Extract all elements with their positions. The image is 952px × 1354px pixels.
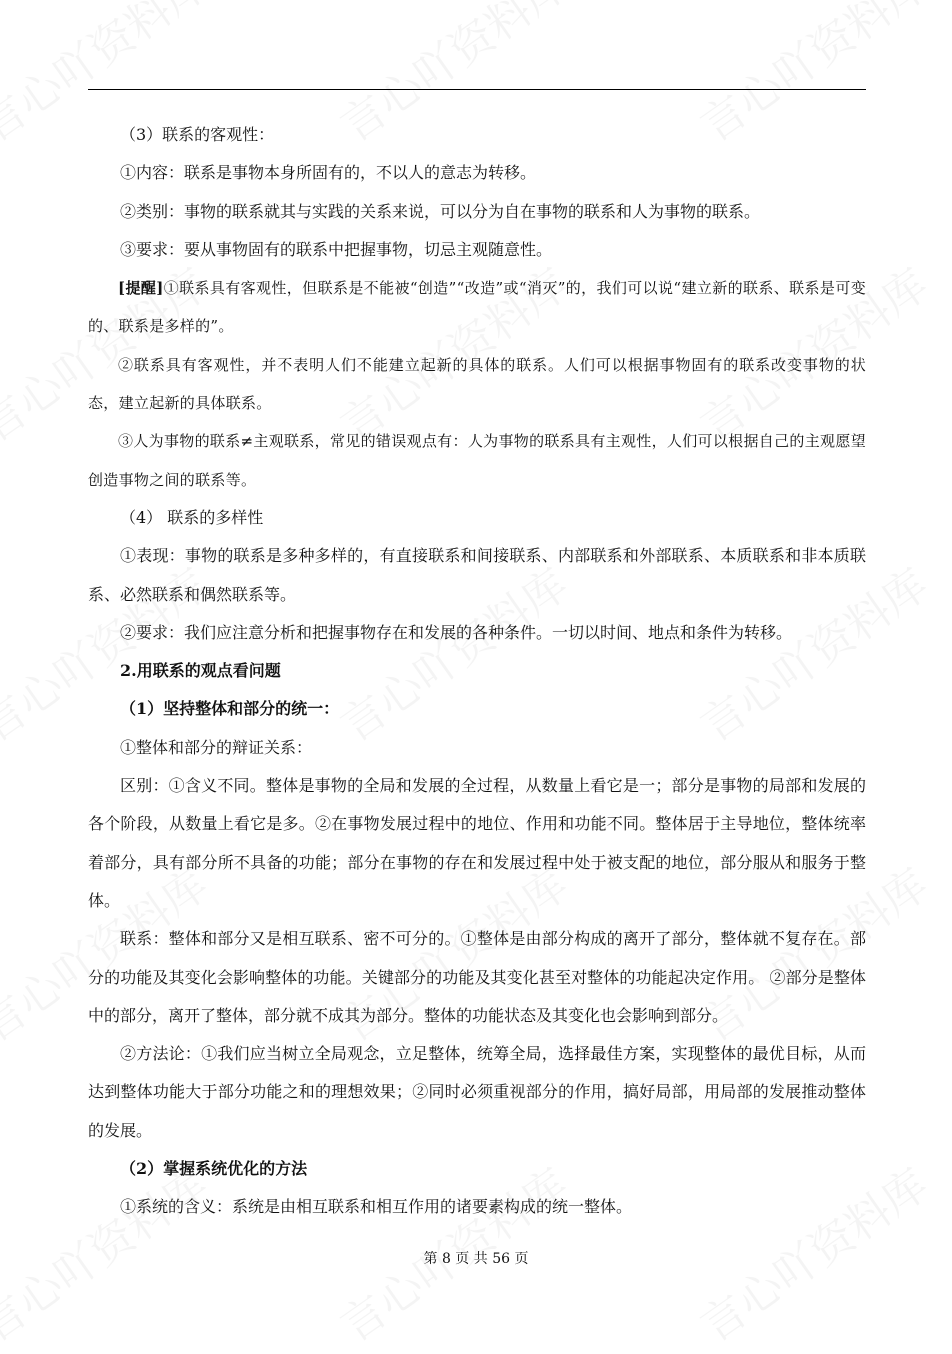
tip-paragraph: ③人为事物的联系≠主观联系，常见的错误观点有：人为事物的联系具有主观性，人们可以根据自己的主观愿望创造事物之间的联系等。 xyxy=(88,432,866,489)
paragraph: ③要求：要从事物固有的联系中把握事物，切忌主观随意性。 xyxy=(120,239,553,259)
subsection-heading: （2）掌握系统优化的方法 xyxy=(120,1159,308,1179)
paragraph: ②方法论：①我们应当树立全局观念，立足整体，统筹全局，选择最佳方案，实现整体的最优目标，从而达到整体功能大于部分功能之和的理想效果；②同时必须重视部分的作用，搞好局部，用局部的发展推动整体的发展。 xyxy=(88,1044,866,1140)
page-number: 第 8 页 共 56 页 xyxy=(423,1251,529,1267)
subsection-heading: （1）坚持整体和部分的统一： xyxy=(120,699,340,719)
paragraph: （4） 联系的多样性 xyxy=(120,507,264,527)
document-body xyxy=(88,116,866,1227)
section-heading: 2.用联系的观点看问题 xyxy=(120,661,281,681)
paragraph: （3）联系的客观性： xyxy=(120,125,275,144)
paragraph: 联系：整体和部分又是相互联系、密不可分的。①整体是由部分构成的离开了部分，整体就不复存在。部分的功能及其变化会影响整体的功能。关键部分的功能及其变化甚至对整体的功能起决定作用。 ②部分是整体中的部分，离开了整体，部分就不成其为部分。整体的功能状态及其变化也会影响到部分。 xyxy=(88,929,866,1025)
tip-text: ①联系具有客观性，但联系是不能被“创造”“改造”或“消灭”的，我们可以说“建立新的联系、联系是可变的、联系是多样的”。 xyxy=(88,279,866,336)
tip-paragraph: ②联系具有客观性，并不表明人们不能建立起新的具体的联系。人们可以根据事物固有的联系改变事物的状态，建立起新的具体联系。 xyxy=(88,355,866,413)
paragraph: ②类别：事物的联系就其与实践的关系来说，可以分为自在事物的联系和人为事物的联系。 xyxy=(120,201,761,221)
paragraph: ①表现：事物的联系是多种多样的，有直接联系和间接联系、内部联系和外部联系、本质联系和非本质联系、必然联系和偶然联系等。 xyxy=(88,546,866,604)
paragraph: ①系统的含义：系统是由相互联系和相互作用的诸要素构成的统一整体。 xyxy=(120,1197,633,1217)
paragraph: ①整体和部分的辩证关系： xyxy=(120,737,313,757)
paragraph: ②要求：我们应注意分析和把握事物存在和发展的各种条件。一切以时间、地点和条件为转移。 xyxy=(120,622,793,642)
tip-label: [提醒] xyxy=(118,279,164,298)
paragraph: 区别：①含义不同。整体是事物的全局和发展的全过程，从数量上看它是一；部分是事物的局部和发展的各个阶段，从数量上看它是多。②在事物发展过程中的地位、作用和功能不同。整体居于主导地位，整体统率着部分，具有部分所不具备的功能；部分在事物的存在和发展过程中处于被支配的地位，部分服从和服务于整体。 xyxy=(88,776,866,910)
header-rule xyxy=(88,89,866,90)
tip-paragraph xyxy=(88,269,866,346)
paragraph: ①内容：联系是事物本身所固有的，不以人的意志为转移。 xyxy=(120,163,537,183)
